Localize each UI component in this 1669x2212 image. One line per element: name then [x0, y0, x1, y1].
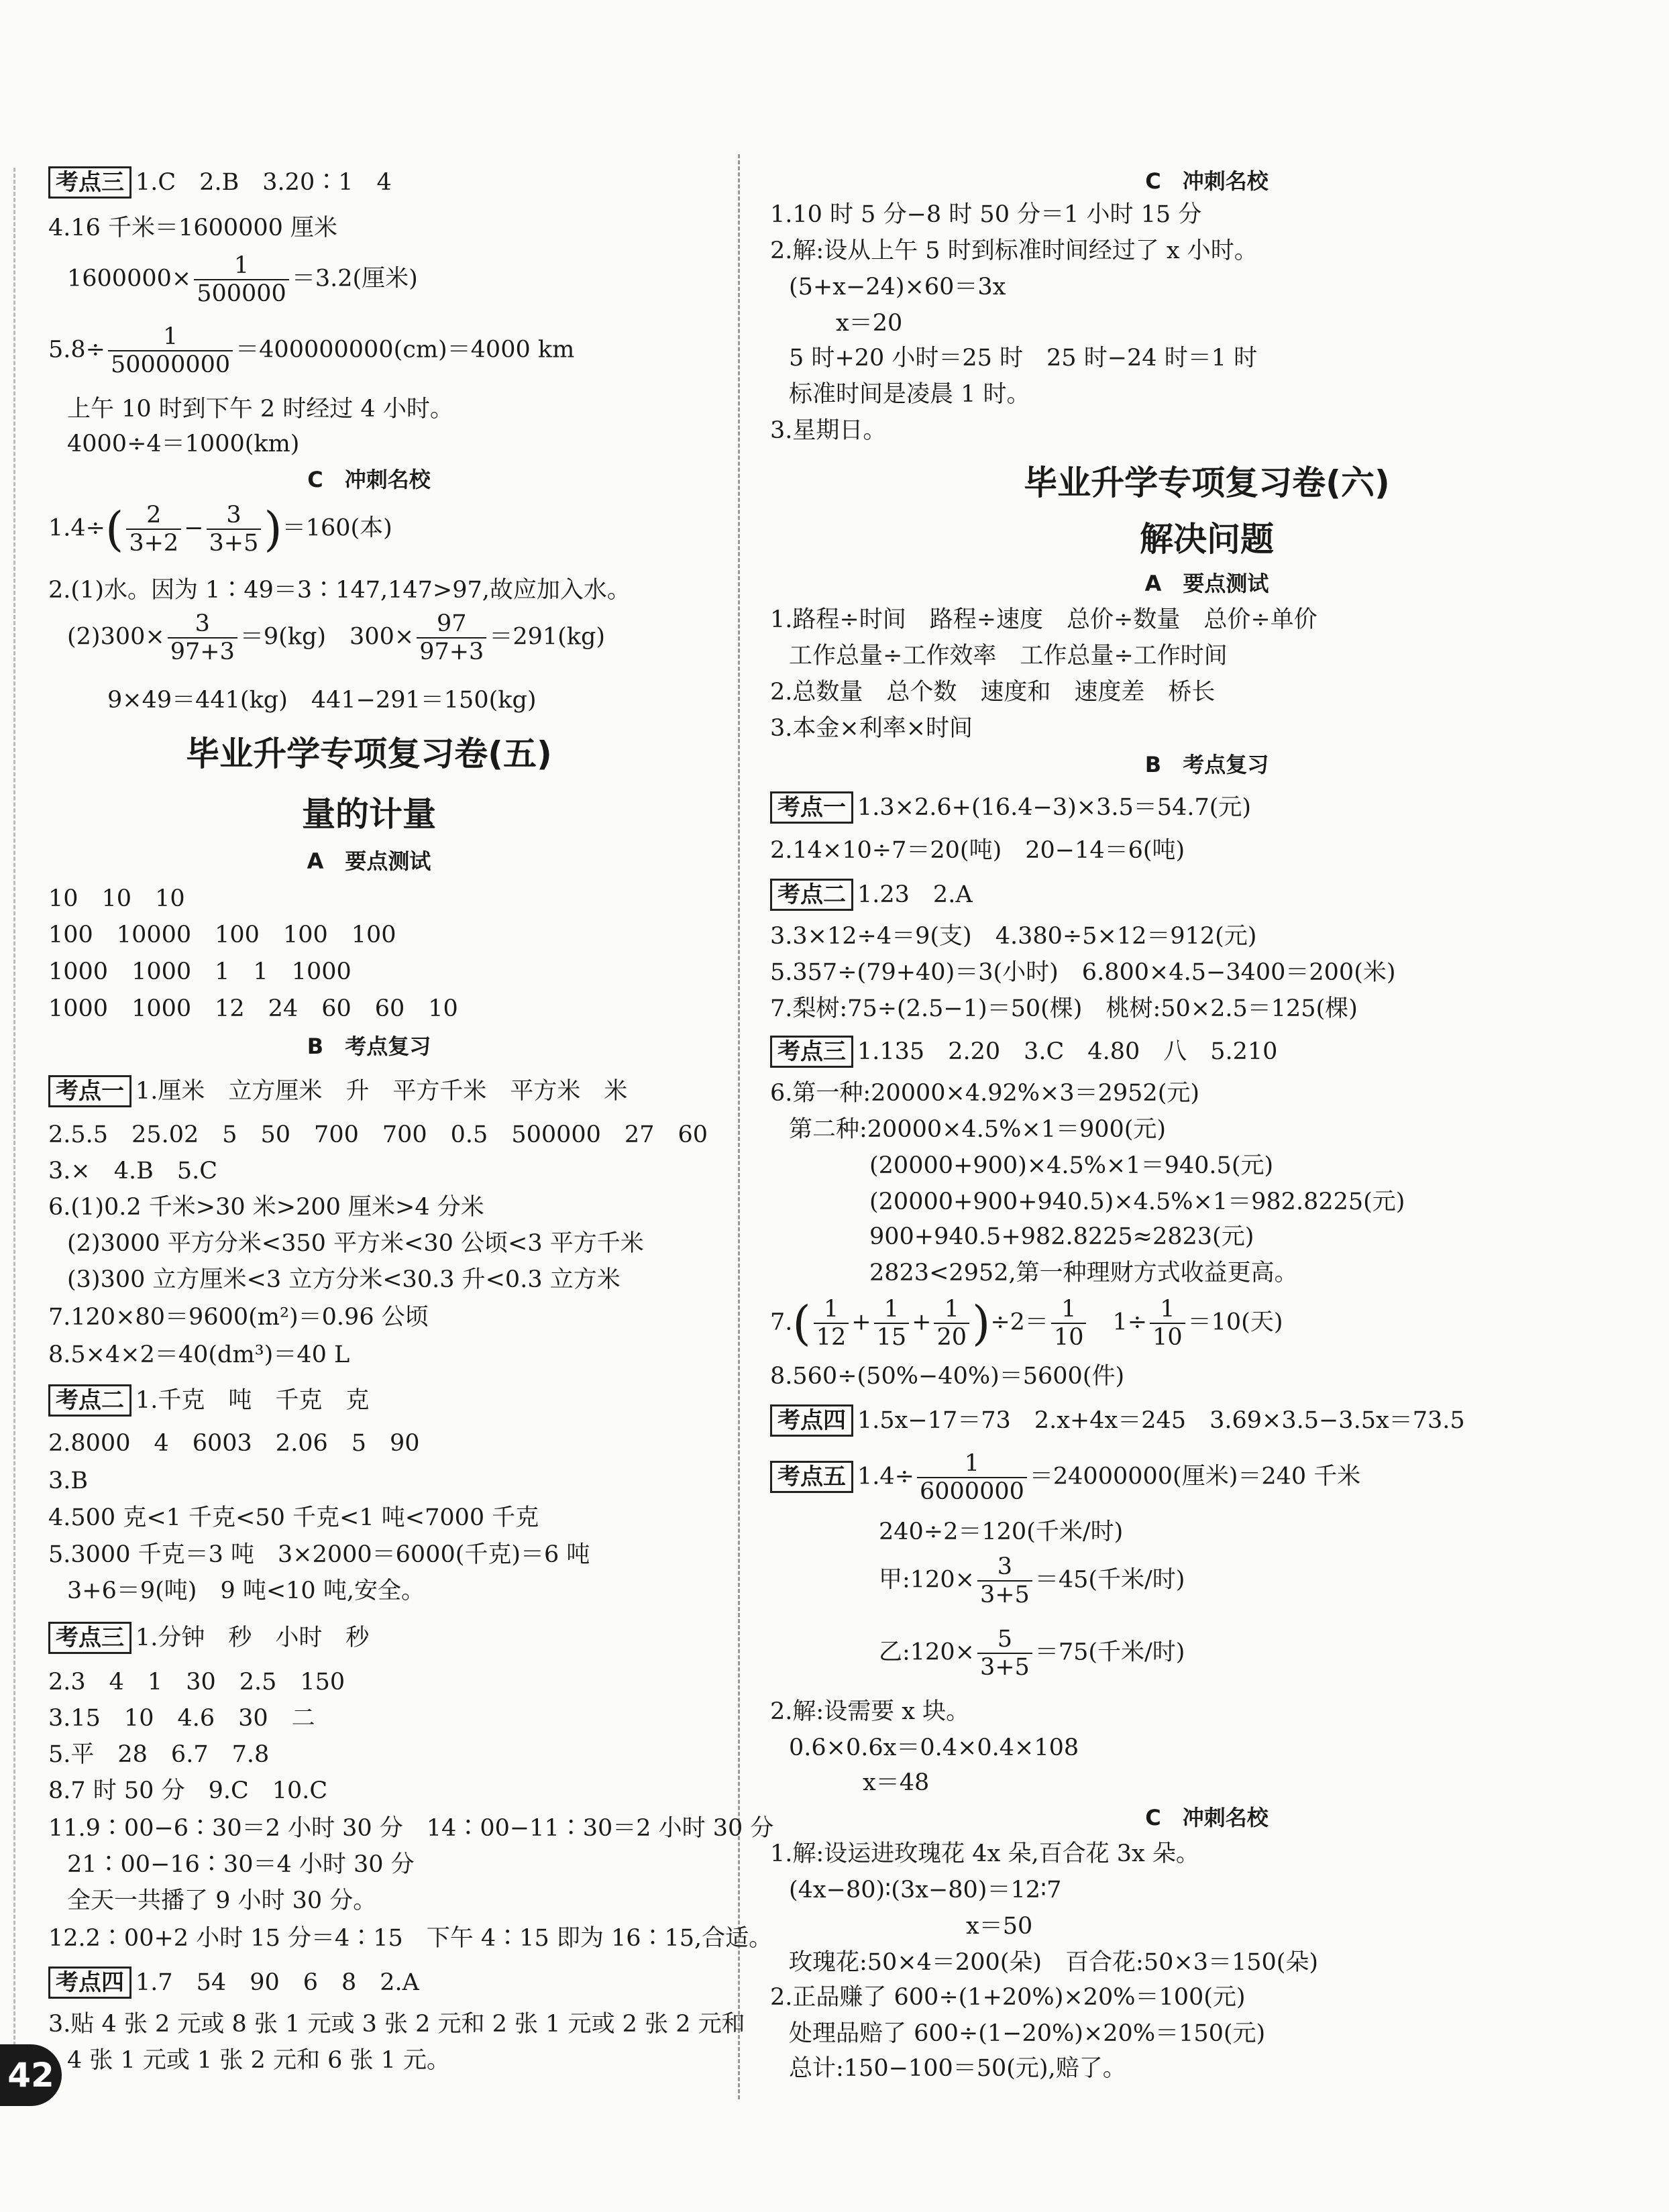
answer-line: 工作总量÷工作效率 工作总量÷工作时间	[789, 643, 1228, 669]
section-heading: C 冲刺名校	[307, 467, 431, 492]
answer-line: 处理品赔了 600÷(1−20%)×20%＝150(元)	[789, 2020, 1266, 2047]
answer-line: 乙:120× $\frac{5}{3+5}$ ＝75(千米/时)	[879, 1626, 1185, 1681]
answer-line: 4000÷4＝1000(km)	[67, 431, 300, 457]
fraction: $\frac{97}{97+3}$	[417, 610, 486, 665]
answer-line: 3.3×12÷4＝9(支) 4.380÷5×12＝912(元)	[770, 923, 1257, 950]
answer-line: 全天一共播了 9 小时 30 分。	[67, 1887, 377, 1914]
answer-line: 2.总数量 总个数 速度和 速度差 桥长	[770, 679, 1216, 706]
answer-line: 8.7 时 50 分 9.C 10.C	[48, 1777, 328, 1804]
answer-line: 4.500 克<1 千克<50 千克<1 吨<7000 千克	[48, 1504, 539, 1531]
answer-line: 考点一 1.3×2.6+(16.4−3)×3.5＝54.7(元)	[770, 791, 1251, 824]
answer-line: 3.B	[48, 1468, 89, 1494]
fraction: $\frac{1}{10}$	[1051, 1296, 1087, 1351]
answer-line: 3.星期日。	[770, 417, 887, 444]
chapter-title: 毕业升学专项复习卷(六)	[1024, 463, 1390, 502]
answer-line: 6.第一种:20000×4.92%×3＝2952(元)	[770, 1080, 1200, 1107]
answer-line: 考点三 1.C 2.B 3.20∶1 4	[48, 166, 392, 199]
answer-line: 5 时+20 小时＝25 时 25 时−24 时＝1 时	[789, 345, 1258, 372]
right-column	[745, 0, 1669, 2212]
section-tag: 考点五	[770, 1461, 853, 1493]
answer-line: 5.357÷(79+40)＝3(小时) 6.800×4.5−3400＝200(米)	[770, 959, 1396, 986]
answer-line: 2.解:设从上午 5 时到标准时间经过了 x 小时。	[770, 237, 1258, 264]
answer-line: x＝50	[966, 1913, 1033, 1940]
answer-line: 玫瑰花:50×4＝200(朵) 百合花:50×3＝150(朵)	[789, 1949, 1319, 1976]
section-tag: 考点三	[770, 1036, 853, 1068]
answer-line: (4x−80)∶(3x−80)＝12∶7	[789, 1877, 1062, 1903]
answer-line: 1.路程÷时间 路程÷速度 总价÷数量 总价÷单价	[770, 606, 1317, 633]
answer-line: 2823<2952,第一种理财方式收益更高。	[869, 1260, 1298, 1286]
answer-line: 3.15 10 4.6 30 二	[48, 1705, 315, 1732]
answer-line: 8.560÷(50%−40%)＝5600(件)	[770, 1363, 1125, 1390]
answer-line: 900+940.5+982.8225≈2823(元)	[869, 1223, 1254, 1250]
section-heading: B 考点复习	[1144, 752, 1269, 777]
answer-line: 2.5.5 25.02 5 50 700 700 0.5 500000 27 60	[48, 1121, 708, 1148]
answer-line: 2.3 4 1 30 2.5 150	[48, 1669, 345, 1696]
answer-line: 11.9∶00−6∶30＝2 小时 30 分 14∶00−11∶30＝2 小时 30 分	[48, 1815, 774, 1842]
answer-line: 1.4÷( $\frac{2}{3+2}$ − $\frac{3}{3+5}$ )＝160(本)	[48, 502, 392, 557]
column-divider	[738, 154, 740, 2099]
answer-line: 2.解:设需要 x 块。	[770, 1698, 970, 1725]
answer-line: 1600000× $\frac{1}{500000}$ ＝3.2(厘米)	[67, 252, 418, 307]
answer-line: (20000+900+940.5)×4.5%×1＝982.8225(元)	[869, 1188, 1405, 1215]
fraction: $\frac{1}{15}$	[874, 1296, 910, 1351]
answer-line: 考点三 1.分钟 秒 小时 秒	[48, 1622, 369, 1654]
answer-line: 1.10 时 5 分−8 时 50 分＝1 小时 15 分	[770, 201, 1202, 228]
answer-line: 第二种:20000×4.5%×1＝900(元)	[789, 1116, 1167, 1143]
answer-line: (5+x−24)×60＝3x	[789, 274, 1006, 300]
answer-line: 考点五 1.4÷ $\frac{1}{6000000}$ ＝24000000(厘米)＝240 千米	[770, 1450, 1360, 1505]
chapter-title: 毕业升学专项复习卷(五)	[186, 734, 552, 773]
fraction: $\frac{2}{3+2}$	[126, 502, 181, 557]
answer-line: 3+6＝9(吨) 9 吨<10 吨,安全。	[67, 1578, 425, 1604]
fraction: $\frac{1}{12}$	[814, 1296, 849, 1351]
answer-line: 3.贴 4 张 2 元或 8 张 1 元或 3 张 2 元和 2 张 1 元或 2 张 2 元和	[48, 2011, 745, 2038]
answer-line: (3)300 立方厘米<3 立方分米<30.3 升<0.3 立方米	[67, 1266, 621, 1293]
answer-line: 7.( $\frac{1}{12}$ + $\frac{1}{15}$ + $\frac{1}{20}$ )÷2＝ $\frac{1}{10}$ 1÷ $\frac{1}{10}$ ＝10(天)	[770, 1296, 1283, 1351]
section-tag: 考点三	[48, 166, 131, 199]
page-number-badge: 42	[0, 2044, 62, 2106]
answer-line: 甲:120× $\frac{3}{3+5}$ ＝45(千米/时)	[879, 1553, 1185, 1608]
answer-line: 6.(1)0.2 千米>30 米>200 厘米>4 分米	[48, 1194, 484, 1221]
fraction: $\frac{1}{500000}$	[194, 252, 289, 307]
answer-line: 考点二 1.千克 吨 千克 克	[48, 1384, 369, 1417]
fraction: $\frac{3}{3+5}$	[977, 1553, 1032, 1608]
section-heading: C 冲刺名校	[1145, 1805, 1269, 1830]
answer-line: (20000+900)×4.5%×1＝940.5(元)	[869, 1152, 1274, 1179]
answer-line: 考点四 1.7 54 90 6 8 2.A	[48, 1967, 419, 1999]
answer-line: 2.正品赚了 600÷(1+20%)×20%＝100(元)	[770, 1984, 1246, 2011]
answer-line: 1.解:设运进玫瑰花 4x 朵,百合花 3x 朵。	[770, 1840, 1199, 1867]
section-tag: 考点四	[770, 1404, 853, 1437]
fraction: $\frac{1}{50000000}$	[108, 323, 233, 378]
answer-line: 7.120×80＝9600(m²)＝0.96 公顷	[48, 1304, 429, 1331]
section-tag: 考点一	[48, 1075, 131, 1107]
answer-line: 12.2∶00+2 小时 15 分＝4∶15 下午 4∶15 即为 16∶15,合适。	[48, 1925, 773, 1952]
fraction: $\frac{1}{10}$	[1150, 1296, 1185, 1351]
answer-line: x＝20	[836, 310, 903, 337]
answer-line: 2.(1)水。因为 1∶49＝3∶147,147>97,故应加入水。	[48, 577, 631, 604]
answer-line: 上午 10 时到下午 2 时经过 4 小时。	[67, 396, 453, 423]
answer-line: 5.平 28 6.7 7.8	[48, 1741, 270, 1768]
answer-line: 1000 1000 12 24 60 60 10	[48, 995, 458, 1022]
answer-line: 2.14×10÷7＝20(吨) 20−14＝6(吨)	[770, 837, 1185, 864]
answer-line: 8.5×4×2＝40(dm³)＝40 L	[48, 1341, 350, 1368]
answer-line: 2.8000 4 6003 2.06 5 90	[48, 1430, 420, 1457]
fraction: $\frac{1}{6000000}$	[917, 1450, 1027, 1505]
answer-line: 10 10 10	[48, 885, 185, 912]
answer-line: 总计:150−100＝50(元),赔了。	[789, 2055, 1126, 2082]
section-tag: 考点一	[770, 791, 853, 824]
answer-line: 0.6×0.6x＝0.4×0.4×108	[789, 1734, 1079, 1761]
answer-line: (2)300× $\frac{3}{97+3}$ ＝9(kg) 300× $\frac{97}{97+3}$ ＝291(kg)	[67, 610, 606, 665]
section-heading: A 要点测试	[1144, 571, 1269, 596]
answer-line: 21∶00−16∶30＝4 小时 30 分	[67, 1851, 415, 1878]
answer-line: 标准时间是凌晨 1 时。	[789, 381, 1030, 408]
answer-line: 考点三 1.135 2.20 3.C 4.80 八 5.210	[770, 1036, 1277, 1068]
answer-line: 5.8÷ $\frac{1}{50000000}$ ＝400000000(cm)＝4000 km	[48, 323, 575, 378]
section-heading: B 考点复习	[307, 1034, 431, 1059]
answer-line: 考点一 1.厘米 立方厘米 升 平方千米 平方米 米	[48, 1075, 627, 1107]
section-heading: A 要点测试	[307, 848, 431, 874]
answer-line: (2)3000 平方分米<350 平方米<30 公顷<3 平方千米	[67, 1230, 644, 1257]
answer-line: 3.本金×利率×时间	[770, 715, 973, 742]
answer-line: 240÷2＝120(千米/时)	[879, 1518, 1124, 1545]
answer-line: 100 10000 100 100 100	[48, 922, 396, 948]
left-column	[0, 0, 774, 2212]
answer-line: x＝48	[863, 1769, 930, 1796]
answer-line: 7.梨树:75÷(2.5−1)＝50(棵) 桃树:50×2.5＝125(棵)	[770, 995, 1358, 1022]
section-tag: 考点四	[48, 1967, 131, 1999]
fraction: $\frac{5}{3+5}$	[977, 1626, 1032, 1681]
chapter-subtitle: 解决问题	[1140, 520, 1274, 559]
section-tag: 考点二	[770, 879, 853, 911]
answer-line: 5.3000 千克＝3 吨 3×2000＝6000(千克)＝6 吨	[48, 1541, 590, 1568]
section-tag: 考点三	[48, 1622, 131, 1654]
fraction: $\frac{1}{20}$	[934, 1296, 969, 1351]
answer-line: 9×49＝441(kg) 441−291＝150(kg)	[107, 687, 537, 714]
section-heading: C 冲刺名校	[1145, 168, 1269, 194]
answer-line: 考点四 1.5x−17＝73 2.x+4x＝245 3.69×3.5−3.5x＝73.5	[770, 1404, 1465, 1437]
answer-line: 4 张 1 元或 1 张 2 元和 6 张 1 元。	[67, 2047, 450, 2074]
chapter-subtitle: 量的计量	[302, 795, 436, 834]
answer-line: 考点二 1.23 2.A	[770, 879, 973, 911]
fraction: $\frac{3}{3+5}$	[207, 502, 262, 557]
answer-line: 1000 1000 1 1 1000	[48, 958, 352, 985]
section-tag: 考点二	[48, 1384, 131, 1417]
fraction: $\frac{3}{97+3}$	[168, 610, 237, 665]
answer-line: 3.× 4.B 5.C	[48, 1158, 218, 1184]
answer-line: 4.16 千米＝1600000 厘米	[48, 215, 338, 241]
